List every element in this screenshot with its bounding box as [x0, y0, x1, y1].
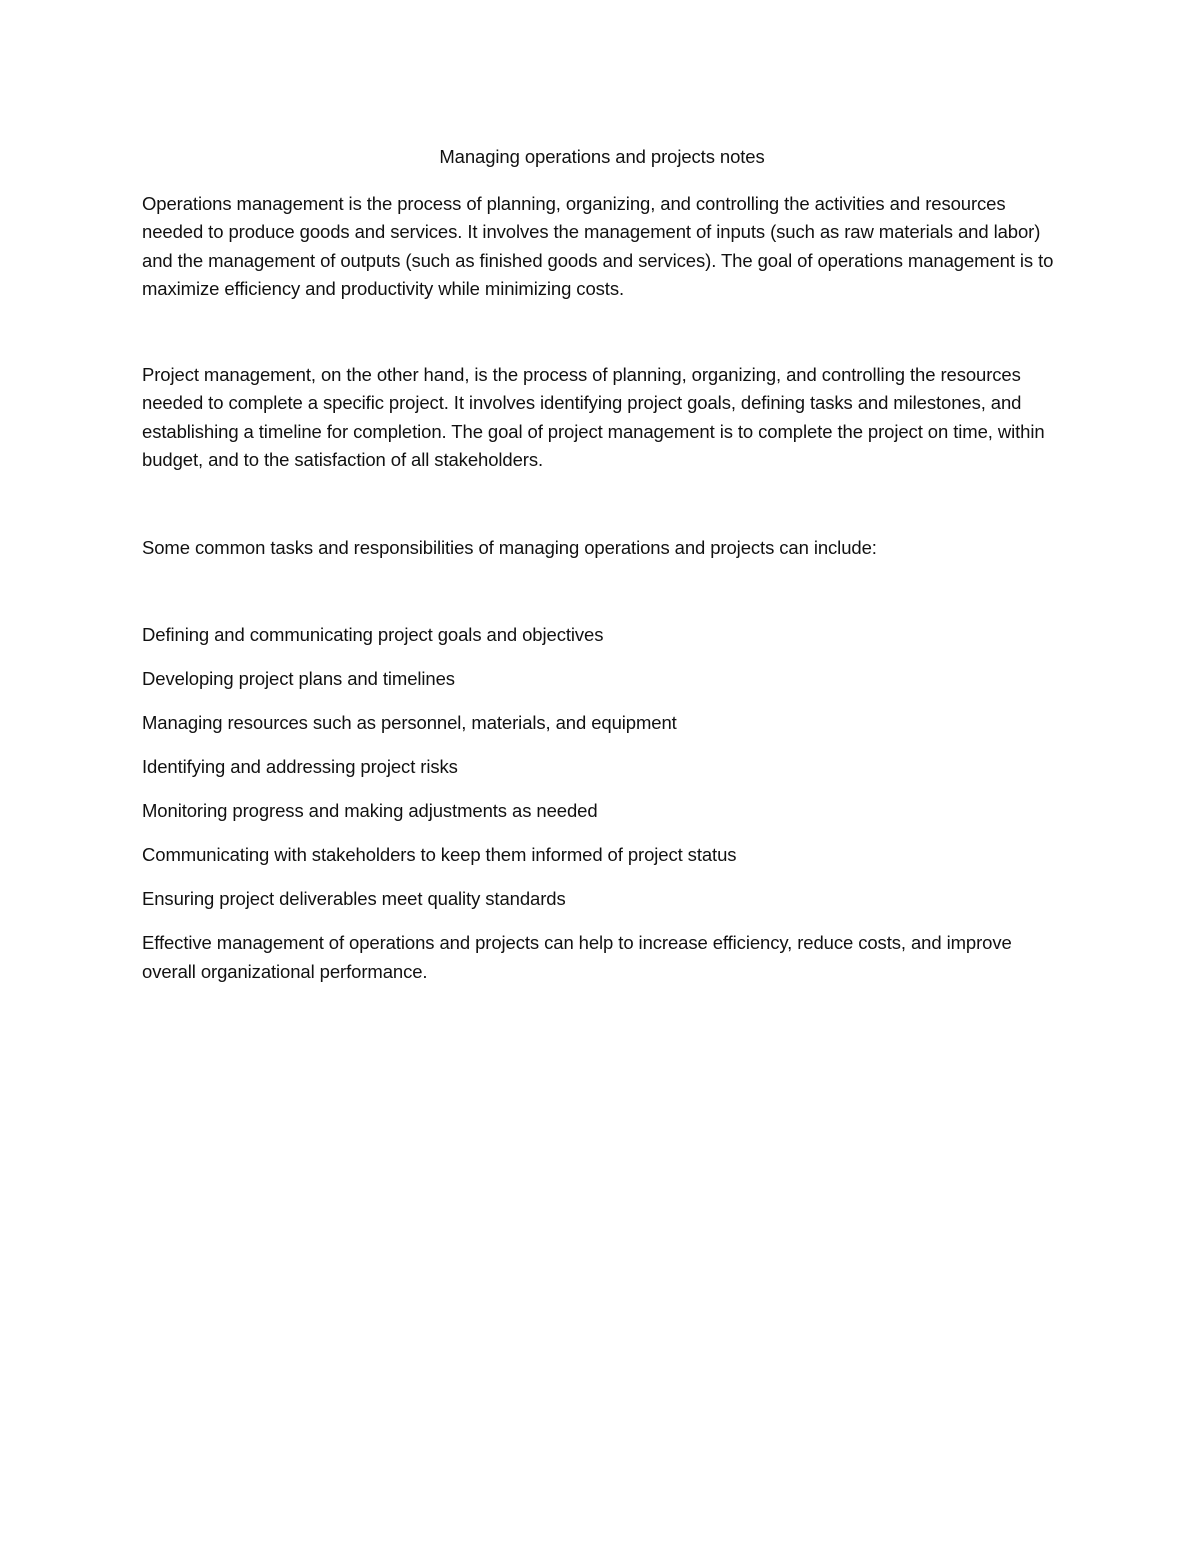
paragraph-spacer — [142, 475, 1062, 534]
list-item: Managing resources such as personnel, materials, and equipment — [142, 712, 677, 733]
list-item: Defining and communicating project goals and objectives — [142, 624, 604, 645]
paragraph-spacer — [142, 562, 1062, 621]
task-list — [142, 621, 1062, 914]
list-item: Identifying and addressing project risks — [142, 756, 458, 777]
paragraph-project-management: Project management, on the other hand, is the process of planning, organizing, and controlling the resources needed to complete a specific project. It involves identifying project goals, defining tasks and milestones, and establishing a timeline for completion. The goal of project management is to complete the project on time, within budget, and to the satisfaction of all stakeholders. — [142, 363, 1045, 470]
list-item: Ensuring project deliverables meet quality standards — [142, 888, 566, 909]
list-item: Monitoring progress and making adjustments as needed — [142, 800, 598, 821]
document-title: Managing operations and projects notes — [439, 146, 765, 167]
list-item: Communicating with stakeholders to keep them informed of project status — [142, 844, 737, 865]
paragraph-common-tasks-intro: Some common tasks and responsibilities of managing operations and projects can include: — [142, 536, 877, 558]
paragraph-operations-management: Operations management is the process of planning, organizing, and controlling the activities and resources needed to produce goods and services. It involves the management of inputs (such as raw materials and labor) and the management of outputs (such as finished goods and services). The goal of operations management is to maximize efficiency and productivity while minimizing costs. — [142, 192, 1054, 299]
paragraph-closing: Effective management of operations and projects can help to increase efficiency, reduce costs, and improve overall organizational performance. — [142, 932, 1012, 982]
paragraph-spacer — [142, 304, 1062, 361]
list-item: Developing project plans and timelines — [142, 668, 455, 689]
document-body — [142, 143, 1062, 986]
